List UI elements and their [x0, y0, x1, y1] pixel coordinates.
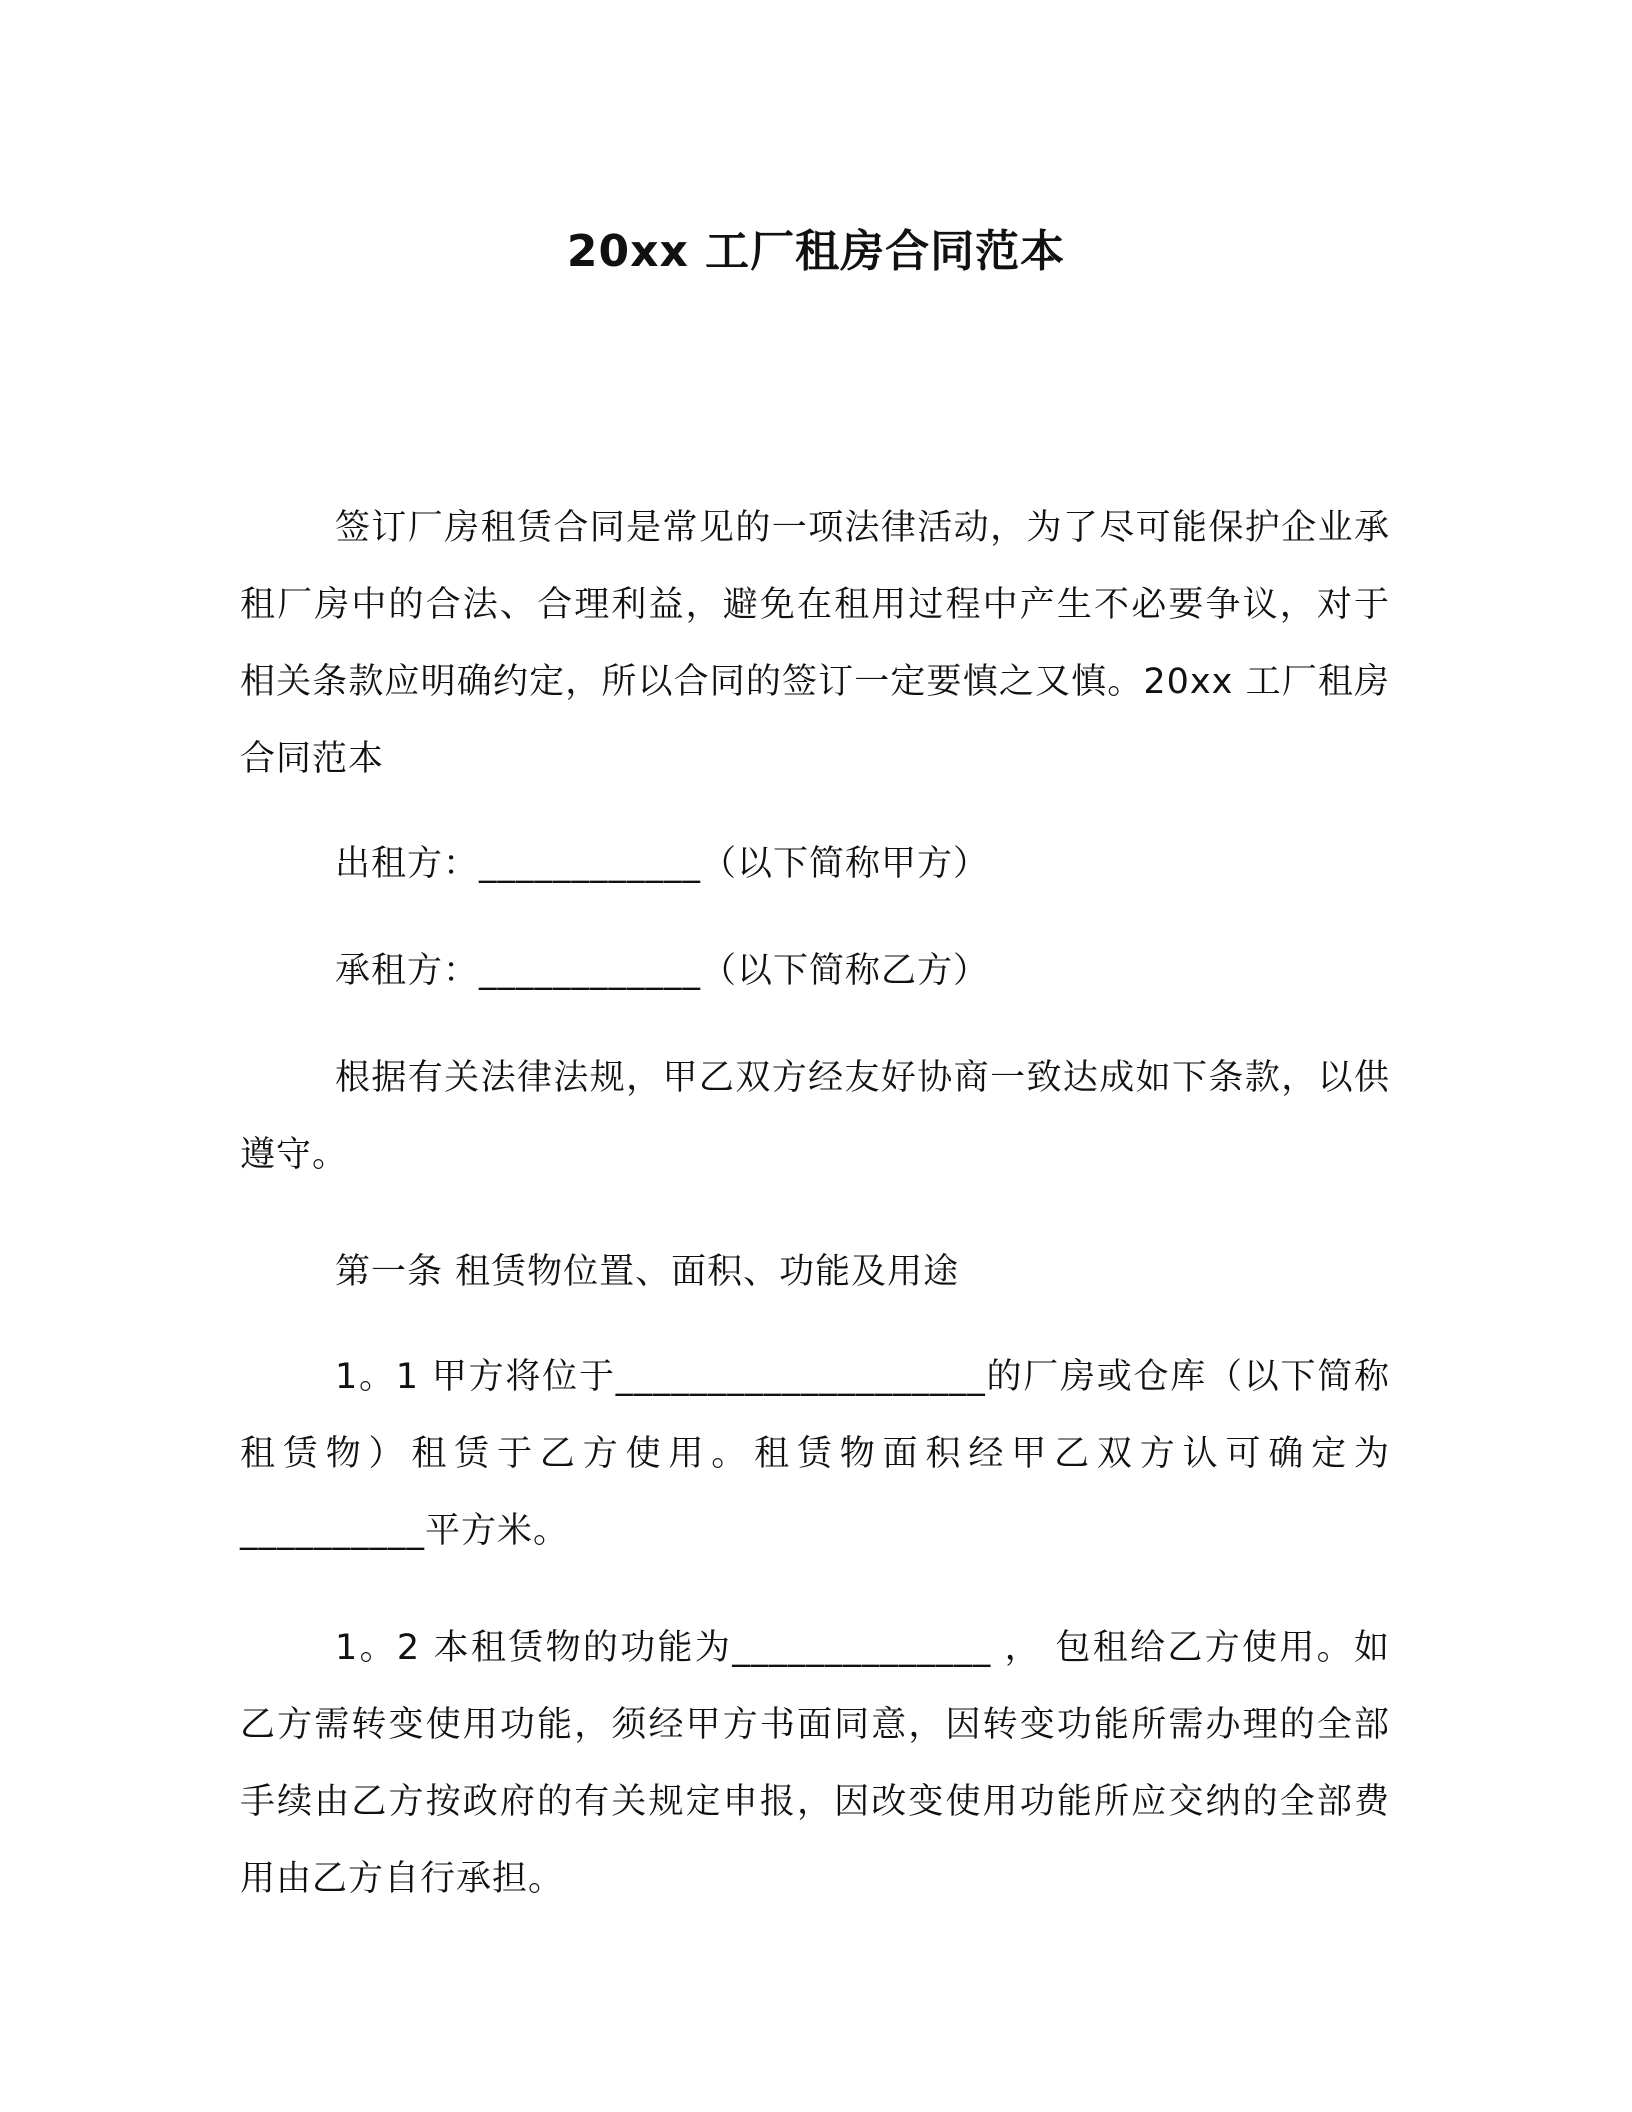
clause-1-2: 1。2 本租赁物的功能为______________ ， 包租给乙方使用。如乙方需转变使用功能，须经甲方书面同意，因转变功能所需办理的全部手续由乙方按政府的有关规定申报，因改变使用功能所应交纳的全部费用由乙方自行承担。	[240, 1628, 1390, 1899]
article1-heading: 第一条 租赁物位置、面积、功能及用途	[335, 1252, 960, 1292]
document-body	[240, 490, 1390, 1918]
lessee-line: 承租方：____________（以下简称乙方）	[335, 951, 990, 991]
document-title: 20xx 工厂租房合同范本	[566, 226, 1066, 277]
intro-paragraph: 签订厂房租赁合同是常见的一项法律活动，为了尽可能保护企业承租厂房中的合法、合理利益，避免在租用过程中产生不必要争议，对于相关条款应明确约定，所以合同的签订一定要慎之又慎。20xx 工厂租房合同范本	[240, 508, 1390, 779]
basis-paragraph: 根据有关法律法规，甲乙双方经友好协商一致达成如下条款，以供遵守。	[240, 1058, 1390, 1175]
clause-1-1: 1。1 甲方将位于____________________的厂房或仓库（以下简称租赁物）租赁于乙方使用。租赁物面积经甲乙双方认可确定为__________平方米。	[240, 1357, 1390, 1551]
lessor-line: 出租方：____________（以下简称甲方）	[335, 844, 990, 884]
